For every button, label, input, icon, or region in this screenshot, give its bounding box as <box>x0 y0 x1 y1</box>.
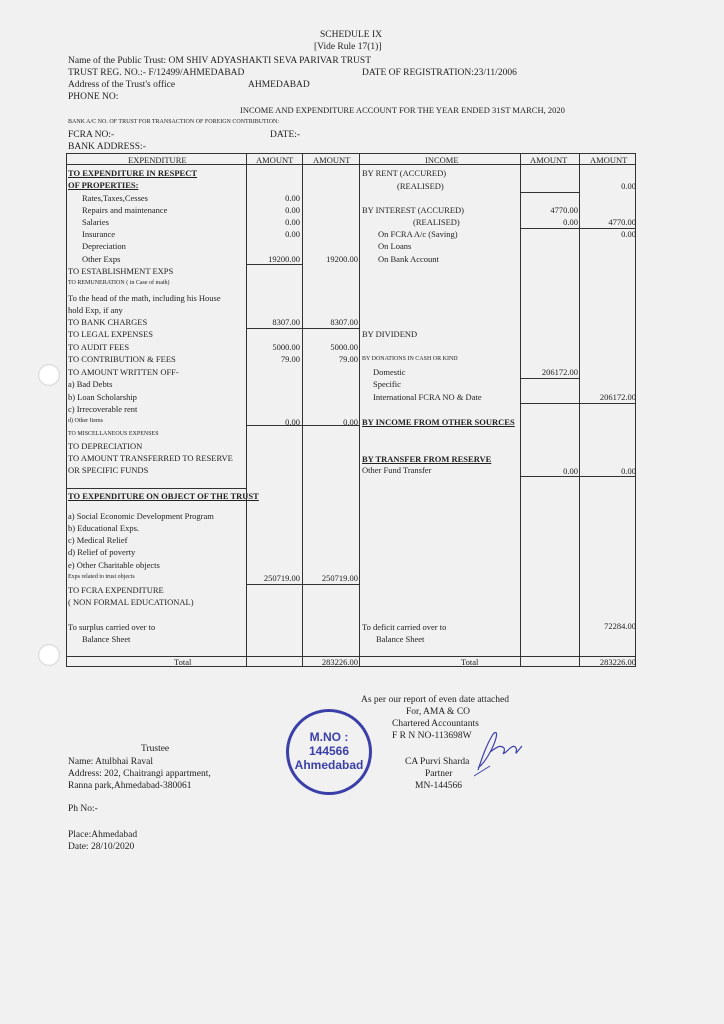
header-expenditure: EXPENDITURE <box>128 155 187 165</box>
head-math-label-2: hold Exp, if any <box>68 305 123 315</box>
amount-cell: 8307.00 <box>330 317 358 327</box>
date-label: DATE:- <box>270 130 301 140</box>
trust-name: Name of the Public Trust: OM SHIV ADYASHAKTI SEVA PARIVAR TRUST <box>68 56 371 66</box>
amount-cell: 0.00 <box>621 229 636 239</box>
amount-cell: 0.00 <box>285 229 300 239</box>
total-label-left: Total <box>174 657 192 667</box>
depreciation-label: Depreciation <box>82 241 126 251</box>
col-divider <box>520 153 521 667</box>
of-properties: OF PROPERTIES: <box>68 180 139 190</box>
establishment-label: TO ESTABLISHMENT EXPS <box>68 266 174 276</box>
trustee-name: Name: Atulbhai Raval <box>68 757 153 767</box>
row-divider <box>246 328 359 329</box>
fcra-label: FCRA NO:- <box>68 130 115 140</box>
bad-debts-label: a) Bad Debts <box>68 379 113 389</box>
amount-cell: 79.00 <box>338 354 358 364</box>
amount-cell: 0.00 <box>343 417 358 427</box>
amount-cell: 8307.00 <box>272 317 300 327</box>
exp-respect: TO EXPENDITURE IN RESPECT <box>68 168 198 178</box>
place: Place:Ahmedabad <box>68 830 138 840</box>
col-divider <box>579 153 580 667</box>
col-divider <box>246 153 247 667</box>
donations-label: BY DONATIONS IN CASH OR KIND <box>362 356 458 362</box>
registration-date: DATE OF REGISTRATION:23/11/2006 <box>362 68 517 78</box>
amount-cell: 5000.00 <box>330 342 358 352</box>
contribution-label: TO CONTRIBUTION & FEES <box>68 354 176 364</box>
interest-realised-label: (REALISED) <box>413 217 460 227</box>
written-off-label: TO AMOUNT WRITTEN OFF- <box>68 367 179 377</box>
domestic-label: Domestic <box>373 367 406 377</box>
header-amount: AMOUNT <box>590 155 628 165</box>
amount-cell: 79.00 <box>280 354 300 364</box>
remuneration-label: TO REMUNERATION ( in Case of math) <box>68 280 170 286</box>
amount-cell: 206172.00 <box>599 392 636 402</box>
transfer-reserve-label: BY TRANSFER FROM RESERVE <box>362 454 492 464</box>
audit-label: TO AUDIT FEES <box>68 342 130 352</box>
other-sources-label: BY INCOME FROM OTHER SOURCES <box>362 417 515 427</box>
amount-cell: 0.00 <box>285 417 300 427</box>
exps-related-label: Exps related to trust objects <box>68 574 135 580</box>
punch-hole-bottom <box>38 644 60 666</box>
date: Date: 28/10/2020 <box>68 842 135 852</box>
total-amount-right: 283226.00 <box>599 657 636 667</box>
header-income: INCOME <box>425 155 459 165</box>
deficit-label: To deficit carried over to <box>362 622 447 632</box>
international-label: International FCRA NO & Date <box>373 392 482 402</box>
phone-label: PHONE NO: <box>68 92 119 102</box>
membership-number: MN-144566 <box>415 781 462 791</box>
row-divider <box>246 584 359 585</box>
other-exps-label: Other Exps <box>82 254 121 264</box>
amount-cell: 4770.00 <box>608 217 636 227</box>
signature <box>456 718 526 778</box>
amount-cell: 206172.00 <box>541 367 578 377</box>
chartered-accountants: Chartered Accountants <box>392 719 479 729</box>
transferred-label: TO AMOUNT TRANSFERRED TO RESERVE <box>68 453 233 463</box>
poverty-label: d) Relief of poverty <box>68 547 136 557</box>
amount-cell: 0.00 <box>285 217 300 227</box>
frn-number: F R N NO-113698W <box>392 731 472 741</box>
surplus-label: To surplus carried over to <box>68 622 156 632</box>
repairs-label: Repairs and maintenance <box>82 205 168 215</box>
partner-label: Partner <box>425 769 453 779</box>
fcra-saving-label: On FCRA A/c (Saving) <box>378 229 458 239</box>
social-label: a) Social Economic Development Program <box>68 511 214 521</box>
amount-cell: 4770.00 <box>550 205 578 215</box>
schedule-rule: [Vide Rule 17(1)] <box>314 42 382 52</box>
educational-label: b) Educational Exps. <box>68 523 140 533</box>
row-divider <box>246 425 359 426</box>
stamp-line-3: Ahmedabad <box>294 758 364 772</box>
row-divider <box>520 228 636 229</box>
address-value: AHMEDABAD <box>248 80 310 90</box>
total-amount-left: 283226.00 <box>321 657 358 667</box>
amount-cell: 5000.00 <box>272 342 300 352</box>
medical-label: c) Medical Relief <box>68 535 128 545</box>
trustee-address: Address: 202, Chaitrangi appartment, <box>68 769 211 779</box>
row-divider <box>520 192 579 193</box>
row-divider <box>520 476 636 477</box>
address-label: Address of the Trust's office <box>68 80 176 90</box>
amount-cell: 0.00 <box>621 466 636 476</box>
object-trust-label: TO EXPENDITURE ON OBJECT OF THE TRUST <box>68 491 259 501</box>
total-label-right: Total <box>461 657 479 667</box>
trustee-label: Trustee <box>141 744 170 754</box>
salaries-label: Salaries <box>82 217 109 227</box>
trustee-address-2: Ranna park,Ahmedabad-380061 <box>68 781 192 791</box>
legal-label: TO LEGAL EXPENSES <box>68 329 153 339</box>
col-divider <box>359 153 360 667</box>
amount-cell: 19200.00 <box>326 254 358 264</box>
header-amount: AMOUNT <box>530 155 568 165</box>
amount-cell: 72284.00 <box>604 621 636 631</box>
on-bank-label: On Bank Account <box>378 254 439 264</box>
other-fund-label: Other Fund Transfer <box>362 465 432 475</box>
header-amount: AMOUNT <box>256 155 294 165</box>
on-loans-label: On Loans <box>378 241 412 251</box>
bank-charges-label: TO BANK CHARGES <box>68 317 148 327</box>
rent-label: BY RENT (ACCURED) <box>362 168 447 178</box>
fcra-exp-label: TO FCRA EXPENDITURE <box>68 585 164 595</box>
rates-label: Rates,Taxes,Cesses <box>82 193 148 203</box>
charitable-label: e) Other Charitable objects <box>68 560 160 570</box>
transferred-label-2: OR SPECIFIC FUNDS <box>68 465 149 475</box>
amount-cell: 0.00 <box>285 205 300 215</box>
phone-number: Ph No:- <box>68 804 98 814</box>
interest-label: BY INTEREST (ACCURED) <box>362 205 464 215</box>
non-formal-label: ( NON FORMAL EDUCATIONAL) <box>68 597 194 607</box>
row-divider <box>520 403 636 404</box>
trust-reg-no: TRUST REG. NO.:- F/12499/AHMEDABAD <box>68 68 245 78</box>
head-math-label: To the head of the math, including his House <box>68 293 221 303</box>
irrecoverable-label: c) Irrecoverable rent <box>68 404 138 414</box>
report-line: As per our report of even date attached <box>361 695 509 705</box>
bank-ac-label: BANK A/C NO. OF TRUST FOR TRANSACTION OF FOREIGN CONTRIBUTION: <box>68 119 280 125</box>
other-items-label: d) Other Items <box>68 418 103 424</box>
firm-name: For, AMA & CO <box>406 707 471 717</box>
amount-cell: 0.00 <box>563 217 578 227</box>
rent-realised-label: (REALISED) <box>397 181 444 191</box>
amount-cell: 0.00 <box>621 181 636 191</box>
punch-hole-top <box>38 364 60 386</box>
stamp-line-1: M.NO : <box>309 730 349 744</box>
amount-cell: 19200.00 <box>268 254 300 264</box>
membership-stamp <box>286 709 372 795</box>
row-divider <box>246 264 302 265</box>
insurance-label: Insurance <box>82 229 116 239</box>
amount-cell: 250719.00 <box>321 573 358 583</box>
stamp-line-2: 144566 <box>308 744 350 758</box>
row-divider <box>520 378 579 379</box>
deficit-label-2: Balance Sheet <box>376 634 425 644</box>
ca-name: CA Purvi Sharda <box>405 757 470 767</box>
header-amount: AMOUNT <box>313 155 351 165</box>
loan-scholarship-label: b) Loan Scholarship <box>68 392 137 402</box>
row-divider <box>66 488 246 489</box>
amount-cell: 0.00 <box>285 193 300 203</box>
amount-cell: 250719.00 <box>263 573 300 583</box>
account-title: INCOME AND EXPENDITURE ACCOUNT FOR THE YEAR ENDED 31ST MARCH, 2020 <box>240 105 565 115</box>
specific-label: Specific <box>373 379 401 389</box>
misc-label: TO MISCELLANEOUS EXPENSES <box>68 431 159 437</box>
amount-cell: 0.00 <box>563 466 578 476</box>
bank-address-label: BANK ADDRESS:- <box>68 142 146 152</box>
dividend-label: BY DIVIDEND <box>362 329 418 339</box>
col-divider <box>302 153 303 667</box>
dep2-label: TO DEPRECIATION <box>68 441 143 451</box>
schedule-title: SCHEDULE IX <box>320 30 383 40</box>
surplus-label-2: Balance Sheet <box>82 634 131 644</box>
